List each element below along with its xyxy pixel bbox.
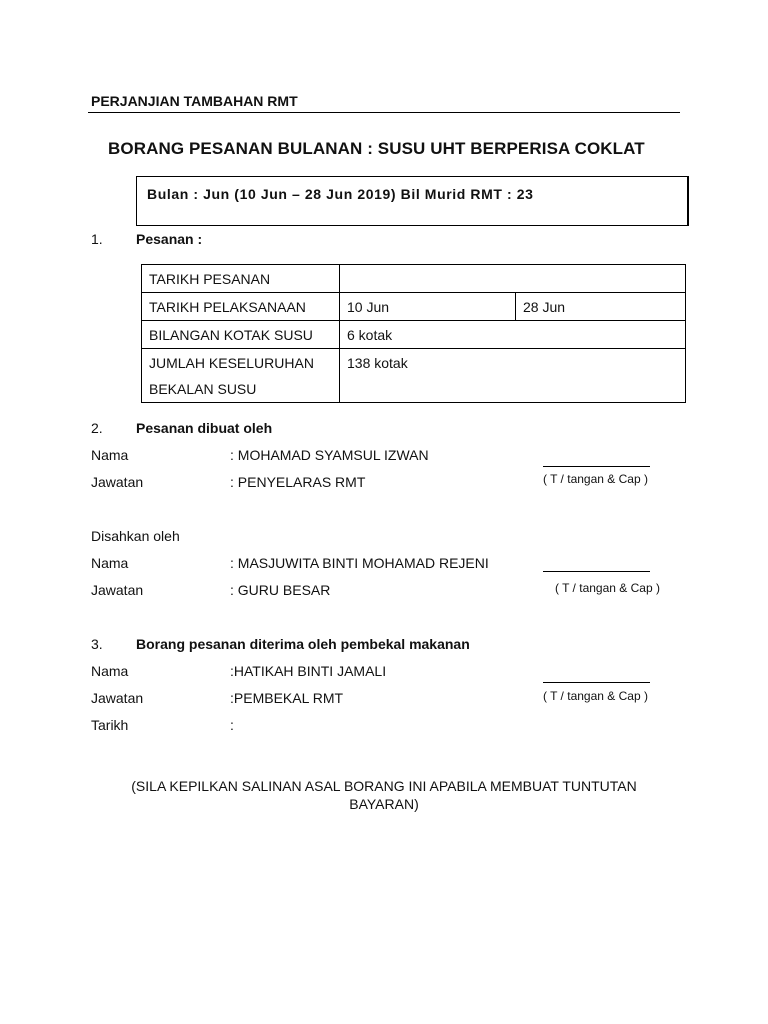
table-cell-value: 10 Jun xyxy=(340,293,516,321)
supplier-position-label: Jawatan xyxy=(91,690,144,706)
table-cell-label: TARIKH PESANAN xyxy=(142,265,340,293)
order-table xyxy=(141,264,686,403)
section-3-heading: Borang pesanan diterima oleh pembekal makanan xyxy=(136,636,470,652)
table-cell-value: 138 kotak xyxy=(340,349,686,403)
supplier-position-value: :PEMBEKAL RMT xyxy=(230,690,344,706)
form-title: BORANG PESANAN BULANAN : SUSU UHT BERPERISA COKLAT xyxy=(108,139,645,158)
approver-name-label: Nama xyxy=(91,555,129,571)
table-row xyxy=(142,349,686,403)
table-cell-value: 6 kotak xyxy=(340,321,686,349)
table-cell-label-multiline xyxy=(142,349,340,403)
orderer-name-label: Nama xyxy=(91,447,129,463)
table-cell-label: TARIKH PELAKSANAAN xyxy=(142,293,340,321)
footer-note xyxy=(0,777,768,813)
signature-caption: ( T / tangan & Cap ) xyxy=(543,689,648,703)
signature-line xyxy=(543,682,650,683)
section-2-number: 2. xyxy=(91,420,103,436)
section-2-heading: Pesanan dibuat oleh xyxy=(136,420,273,436)
approver-position-label: Jawatan xyxy=(91,582,144,598)
footer-note-text: (SILA KEPILKAN SALINAN ASAL BORANG INI APABILA MEMBUAT TUNTUTAN BAYARAN) xyxy=(131,778,637,812)
supplier-date-label: Tarikh xyxy=(91,717,129,733)
approval-heading: Disahkan oleh xyxy=(91,528,180,544)
signature-caption: ( T / tangan & Cap ) xyxy=(555,581,660,595)
supplier-date-value: : xyxy=(230,717,234,733)
table-cell-value-2: 28 Jun xyxy=(516,293,686,321)
orderer-position-value: : PENYELARAS RMT xyxy=(230,474,366,490)
month-info-box xyxy=(136,176,689,226)
table-cell-label: BILANGAN KOTAK SUSU xyxy=(142,321,340,349)
month-info-text: Bulan : Jun (10 Jun – 28 Jun 2019) Bil Murid RMT : 23 xyxy=(147,186,534,202)
table-row xyxy=(142,293,686,321)
table-row xyxy=(142,265,686,293)
header-title: PERJANJIAN TAMBAHAN RMT xyxy=(91,93,298,109)
table-cell-label-line-2: BEKALAN SUSU xyxy=(149,381,257,397)
signature-caption: ( T / tangan & Cap ) xyxy=(543,472,648,486)
orderer-position-label: Jawatan xyxy=(91,474,144,490)
supplier-name-label: Nama xyxy=(91,663,129,679)
section-3-number: 3. xyxy=(91,636,103,652)
section-1-number: 1. xyxy=(91,231,103,247)
table-row xyxy=(142,321,686,349)
signature-line xyxy=(543,466,650,467)
approver-position-value: : GURU BESAR xyxy=(230,582,331,598)
section-1-heading: Pesanan : xyxy=(136,231,203,247)
signature-line xyxy=(543,571,650,572)
table-cell-value xyxy=(340,265,686,293)
approver-name-value: : MASJUWITA BINTI MOHAMAD REJENI xyxy=(230,555,489,571)
supplier-name-value: :HATIKAH BINTI JAMALI xyxy=(230,663,387,679)
header-rule xyxy=(88,112,680,113)
orderer-name-value: : MOHAMAD SYAMSUL IZWAN xyxy=(230,447,429,463)
table-cell-label-line-1: JUMLAH KESELURUHAN xyxy=(149,355,314,371)
